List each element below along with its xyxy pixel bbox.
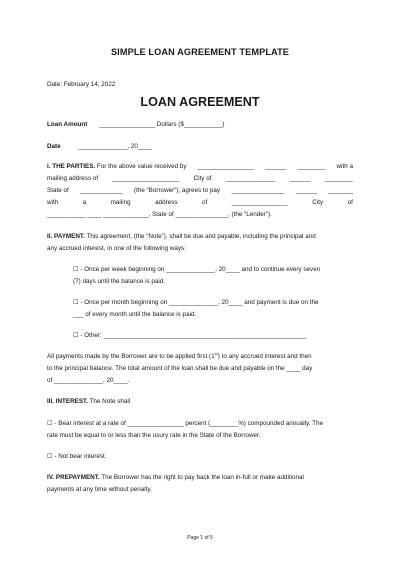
parties-text: of [202,199,208,206]
date-value: February 14, 2022 [63,81,116,88]
parties-text: mailing address of [47,175,99,182]
payment-applied-line-3: of ______________, 20____. [47,377,130,384]
prepayment-text: The Borrower has the right to pay back the loan in-full or make additional [101,474,304,481]
parties-text: (the “Borrower”), agrees to pay [133,187,221,194]
parties-text: with [47,199,59,206]
parties-heading: I. THE PARTIES. [47,163,96,170]
payment-option-weekly-cont: (7) days until the balance is paid. [73,278,166,285]
date-field-label: Date [47,143,61,150]
blank: ______ [289,175,311,182]
payment-applied-line-2: to the principal balance. The total amount of the loan shall be due and payable on the ____ day [47,365,313,372]
blank: ___________________ [112,175,180,182]
parties-line-3 [47,187,353,195]
parties-text: City of [193,175,212,182]
parties-line-5: ___________ ____ _____________, State of _______________, (the “Lender”). [47,211,272,218]
loan-amount-value: ________________ Dollars ($___________) [99,121,225,128]
payment-heading: II. PAYMENT. [47,233,85,240]
payment-text: ) to any accrued interest and then [217,353,312,360]
loan-amount-label: Loan Amount [47,121,88,128]
payment-line-1 [47,233,316,241]
blank: ________ [324,175,353,182]
blank: ________ [297,163,326,170]
parties-text: mailing [110,199,131,206]
prepayment-line-1 [47,474,304,482]
blank: ________________ [231,199,288,206]
payment-option-weekly: ☐ - Once per week beginning on ______________, 20____ and to continue every seven [73,266,321,273]
parties-line-4 [47,199,353,207]
parties-line-1 [47,163,353,171]
interest-option-bear: ☐ - Bear interest at a rate of ________________ percent (________%) compounded annually. The [47,420,324,427]
date-line [47,81,115,89]
page-footer: Page 1 of 5 [187,535,213,541]
parties-text: with a [336,163,353,170]
prepayment-heading: IV. PREPAYMENT. [47,474,100,481]
date-label: Date: [47,81,63,88]
blank: ______ [265,163,287,170]
parties-text: For the above value received by [96,163,187,170]
payment-option-monthly-cont: ___ of every month until the balance is paid. [73,311,197,318]
blank: ____________ [80,187,123,194]
blank: ______________ [225,175,275,182]
parties-text: State of [47,187,69,194]
date-field-value: ______________, 20____ [78,143,152,150]
interest-text: The Note shall [89,398,131,405]
parties-text: City [312,199,324,206]
payment-option-other: ☐ - Other: __________________________________________________________ [73,332,307,339]
payment-applied-line-1 [47,353,312,361]
loan-amount-line [47,121,224,129]
interest-option-bear-cont: rate must be equal to or less than the usury rate in the State of the Borrower. [47,432,261,439]
payment-line-2: any accrued interest, in one of the following ways: [47,245,186,252]
blank: _______________ [231,187,285,194]
parties-line-2 [47,175,353,183]
payment-option-monthly: ☐ - Once per month beginning on ______________, 20____ and payment is due on the [73,299,319,306]
prepayment-line-2: payments at any time without penalty. [47,486,152,493]
date-field-line [47,143,152,151]
main-title: LOAN AGREEMENT [140,95,260,109]
parties-text: a [82,199,87,206]
blank: ______ [295,187,317,194]
interest-option-none: ☐ - Not bear interest. [47,453,107,460]
interest-line [47,398,130,406]
payment-text: This agreement, (the “Note”), shall be due and payable, including the principal and [86,233,316,240]
parties-text: address [155,199,178,206]
blank: ________________ [197,163,254,170]
template-title: SIMPLE LOAN AGREEMENT TEMPLATE [110,47,290,57]
interest-heading: III. INTEREST. [47,398,88,405]
blank: _______ [328,187,353,194]
ordinal-suffix: st [214,351,218,356]
parties-text: of [347,199,353,206]
payment-text: All payments made by the Borrower are to be applied first (1 [47,353,215,360]
